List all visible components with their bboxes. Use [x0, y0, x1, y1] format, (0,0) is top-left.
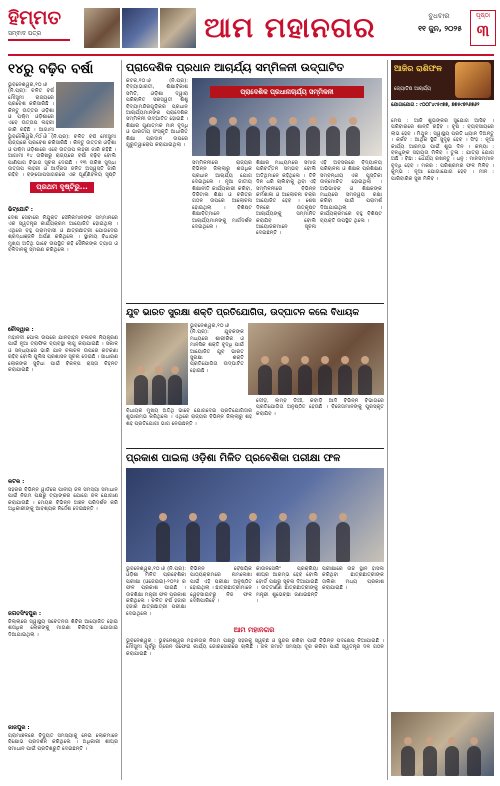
- photo-strip-image-2: [122, 8, 158, 48]
- first-news-place: ଜାଜପୁର :: [8, 725, 30, 731]
- section-title: ଆମ ମହାନଗର: [204, 11, 376, 44]
- first-news-item: [8, 196, 118, 311]
- first-news-place: କଟକ :: [8, 479, 25, 485]
- story-top-col-2: ସମ୍ମିଳନୀରେ ରାଜ୍ୟର ବିଭିନ୍ନ ଜିଲ୍ଲାରୁ ଶତାଧିକ ପ୍ରଧାନ ଆଚାର୍ଯ୍ୟ ଯୋଗ ଦେଇଥିଲେ । ନୂଆ ଜାତୀୟ ଶିକ୍ଷାନୀତି କାର୍ଯ୍ୟକାରୀ କରିବା, ଡିଜିଟାଲ ଶିକ୍ଷା ଓ ଚରିତ୍ର ଗଠନ ଉପରେ ଆଲୋଚନା ହୋଇଥିଲା । ବିଶିଷ୍ଟ ଶିକ୍ଷାବିତ୍ମାନେ ଆଚାର୍ଯ୍ୟମାନଙ୍କୁ ମାର୍ଗଦର୍ଶନ ଦେଇଥିଲେ ।: [192, 160, 252, 231]
- masthead: [8, 6, 494, 54]
- newspaper-logo: [8, 6, 78, 50]
- sidebar-entries: ମେଷ : ଆଜି ଶୁଭଙ୍କର ସୁଯୋଗ ଆସିବ । ପରିବାରରେ ଶାନ୍ତି ରହିବ । ବୃଷ : ବ୍ୟବସାୟରେ ଲାଭ ହେବ । ମିଥୁନ : ସ୍ୱାସ୍ଥ୍ୟ ପ୍ରତି ଧ୍ୟାନ ଦିଅନ୍ତୁ । କର୍କଟ : ଆର୍ଥିକ ସ୍ଥିତି ସୁଦୃଢ଼ ହେବ । ସିଂହ : ନୂଆ କାର୍ଯ୍ୟ ଆରମ୍ଭ ପାଇଁ ଶୁଭ ଦିନ । କନ୍ୟା : ବନ୍ଧୁଙ୍କ ସହାୟତା ମିଳିବ । ତୁଳା : ଯାତ୍ରା ଯୋଗ ଅଛି । ବିଛା : ଧୈର୍ଯ୍ୟ ରଖନ୍ତୁ । ଧନୁ : ମାନସମ୍ମାନ ବୃଦ୍ଧି ହେବ । ମକର : ପରିଶ୍ରମର ଫଳ ମିଳିବ । କୁମ୍ଭ : ନୂଆ ଯୋଗାଯୋଗ ହେବ । ମୀନ : ପାରିବାରିକ ସୁଖ ମିଳିବ ।: [391, 118, 494, 182]
- story-bottom-col-3: କାଉନସେଲିଂ ପ୍ରକ୍ରିୟା ଶୀଘ୍ର ଆରମ୍ଭ ହେବ ବୋଲି ବୋର୍ଡ ପକ୍ଷରୁ ସୂଚନା ଦିଆଯାଇଛି । ଉତ୍ତୀର୍ଣ୍ଣ ଛାତ୍ରଛାତ୍ରୀଙ୍କୁ ମନ୍ତ୍ରୀ ଶୁଭେଚ୍ଛା ଜଣାଇଛନ୍ତି ।: [256, 566, 318, 605]
- sidebar-sub-caption: ଜ୍ୟୋତିଷ ଆଚାର୍ଯ୍ୟ: [394, 86, 432, 92]
- first-news-text: ସହରର ବିଭିନ୍ନ ୱାର୍ଡରେ ପାନୀୟ ଜଳ ସମସ୍ୟା ସମାଧାନ ପାଇଁ ନିଗମ ପକ୍ଷରୁ ଟ୍ୟାଙ୍କର ଯୋଗେ ଜଳ ଯୋଗାଣ କରାଯାଉଛି । ମେୟର ବିଭିନ୍ନ ଅଞ୍ଚଳ ପରିଦର୍ଶନ କରି ଅଧିକାରୀଙ୍କୁ ଆବଶ୍ୟକ ନିର୍ଦ୍ଦେଶ ଦେଇଛନ୍ତି ।: [8, 487, 118, 513]
- first-news-list: [8, 196, 118, 778]
- story-left-photo: [56, 82, 114, 128]
- first-news-text: ଜିଲ୍ଲାରେ ସ୍ୱାସ୍ଥ୍ୟ ସଚେତନତା ଶିବିର ଆୟୋଜିତ ହୋଇ ଶତାଧିକ ଲୋକଙ୍କୁ ମାଗଣା ଚିକିତ୍ସା ଯୋଗାଇ ଦିଆଯାଇଥିଲା ।: [8, 619, 118, 638]
- top-story-rule: [126, 303, 384, 304]
- first-news-item: [8, 714, 118, 778]
- story-left-headline: ୧୪ରୁ ବଢ଼ିବ ବର୍ଷା: [8, 61, 94, 77]
- first-news-place: ଜଗତସିଂହପୁର :: [8, 611, 42, 617]
- day-label: ବୁଧବାର: [428, 12, 450, 20]
- sidebar-contact: ଯୋଗାଯୋଗ : ୯୦୦୮୪୯୫୯୭୭, ୭୭୫୯୭୨୬୭୬୨: [391, 103, 480, 108]
- sidebar-box: [391, 60, 494, 778]
- first-news-text: ଗ୍ରାମାଞ୍ଚଳରେ ବିଦ୍ୟୁତ ସମସ୍ୟାକୁ ନେଇ ଲୋକମାନେ ବିକ୍ଷୋଭ ପ୍ରଦର୍ଶନ କରିଥିଲେ । ଅଧିକାରୀ ଶୀଘ୍ର ସମାଧାନ ପାଇଁ ପ୍ରତିଶ୍ରୁତି ଦେଇଛନ୍ତି ।: [8, 733, 118, 752]
- subsection-body: ଭୁବନେଶ୍ୱର : ଭୁବନେଶ୍ୱର ମହାନଗର ନିଗମ ପକ୍ଷରୁ ସହରକୁ ସ୍ୱଚ୍ଛ ଓ ସୁନ୍ଦର ରଖିବା ପାଇଁ ବିଭିନ୍ନ ପଦକ୍ଷେପ ନିଆଯାଇଛି । ମୌସୁମୀ ପୂର୍ବରୁ ଡ୍ରେନ ସଫେଇ କାର୍ଯ୍ୟ ଜୋରସୋରରେ ଚାଲିଛି । ଜଳ ଜମାଟ ସମସ୍ୟା ଦୂର କରିବା ପାଇଁ ସ୍ୱତନ୍ତ୍ର ଦଳ ଗଠନ କରାଯାଇଛି ।: [126, 638, 384, 657]
- story-middle-photo-2: [248, 323, 384, 395]
- sidebar-header: [391, 60, 494, 100]
- astrologer-photo: [455, 62, 491, 98]
- logo-underline: [8, 39, 70, 41]
- story-bottom-col-1: ଭୁବନେଶ୍ୱର,୧୦।୬ (ନି.ପ୍ର): ଓଡ଼ିଶା ମିଳିତ ପ୍ରବେଶିକା ପରୀକ୍ଷା (ଓଜେଇଇ)-୨୦୨୫ ର ଫଳ ପ୍ରକାଶ ପାଇଛି । ଉଚ୍ଚଶିକ୍ଷା ମନ୍ତ୍ରୀ ଫଳ ପ୍ରକାଶ କରିଥିଲେ । ଚଳିତ ବର୍ଷ ହଜାର ହଜାର ଛାତ୍ରଛାତ୍ରୀ ପରୀକ୍ଷା ଦେଇଥିଲେ ।: [126, 566, 186, 617]
- story-middle-photo: [126, 323, 188, 405]
- photo-strip-image-1: [84, 8, 120, 48]
- first-news-item: [8, 600, 118, 709]
- logo-tagline: ସମ୍ବାଦ ପତ୍ର: [8, 30, 42, 37]
- right-column-divider: [387, 60, 388, 780]
- page-number-box: [470, 10, 496, 46]
- sidebar-photo: [391, 712, 494, 776]
- first-news-heading: ପ୍ରଥମ ଦୃଷ୍ଟିରୁ...: [30, 182, 94, 193]
- story-top-headline: ପ୍ରାଦେଶିକ ପ୍ରଧାନ ଆଚାର୍ଯ୍ୟ ସମ୍ମିଳନୀ ଉଦ୍‌ଘାଟିତ: [126, 61, 344, 74]
- date-block: [412, 10, 494, 48]
- story-middle-col-1: ଭୁବନେଶ୍ୱର,୧୦।୬ (ନି.ପ୍ର): ଯୁବକଙ୍କ ମଧ୍ୟରେ ଶାରୀରିକ ଓ ମାନସିକ ଶକ୍ତି ବୃଦ୍ଧି ପାଇଁ ଆୟୋଜିତ ଯୁବ ଭାରତ ସୁରକ୍ଷା ଶକ୍ତି ପ୍ରତିଯୋଗିତା ଉଦ୍‌ଘାଟିତ ହୋଇଛି ।: [190, 323, 244, 374]
- story-middle-col-3: ଦୌଡ଼, ଲମ୍ବ ଡିଆଁ, କବାଡ଼ି ଆଦି ବିଭିନ୍ନ ବିଭାଗରେ ପ୍ରତିଯୋଗିତା ଅନୁଷ୍ଠିତ ହେଉଛି । ବିଜେତାମାନଙ୍କୁ ପୁରସ୍କୃତ କରାଯିବ ।: [256, 398, 384, 417]
- story-top-banner: ପ୍ରାଦେଶିକ ପ୍ରଧାନାଚାର୍ଯ୍ୟ ସମ୍ମିଳନୀ: [210, 86, 364, 98]
- masthead-rule: [8, 54, 494, 56]
- first-news-item: [8, 316, 118, 463]
- first-news-text: ମହାନଦୀ ପୋଲ ଉପରେ ଯାନବାହନ ଚଳାଚଳ ନିୟନ୍ତ୍ରଣ ପାଇଁ ନୂଆ ଟ୍ରାଫିକ ବ୍ୟବସ୍ଥା ଲାଗୁ କରାଯାଇଛି । ସକାଳ ଓ ସନ୍ଧ୍ୟାରେ ଭାରି ଯାନ ଚଳାଚଳ ଉପରେ କଟକଣା ରହିବ ବୋଲି ପୁଲିସ ପ୍ରଶାସନ ସୂଚନା ଦେଇଛି । ସାଧାରଣ ଲୋକଙ୍କ ସୁବିଧା ପାଇଁ ବିକଳ୍ପ ରାସ୍ତା ଚିହ୍ନଟ କରାଯାଇଛି ।: [8, 335, 118, 374]
- subsection-heading: ଆମ ମହାନଗର: [233, 626, 275, 634]
- story-top-col-3: ଶିକ୍ଷାର ମାଧ୍ୟମରେ ସମାଜ ପରିବର୍ତ୍ତନ ସମ୍ଭବ ବୋଲି ଅତିଥିମାନେ କହିଥିଲେ । ତିନି ଦିନ ଧରି ଚାଲିବାକୁ ଥିବା ଏହି ସମ୍ମିଳନୀରେ ବିଭିନ୍ନ କର୍ମଶାଳା ଓ ଆଲୋଚନା ଚକ୍ର ଆୟୋଜିତ ହେବ । ଶେଷ ଦିନରେ ଉତ୍କୃଷ୍ଟ ଆଚାର୍ଯ୍ୟଙ୍କୁ ସମ୍ମାନିତ କରାଯିବ ବୋଲି ଆୟୋଜକମାନେ ସୂଚନା ଦେଇଛନ୍ତି ।: [256, 160, 316, 237]
- first-news-text: ଦେଶ ସେବାରେ ନିଯୁକ୍ତ ସୈନିକମାନଙ୍କ ସମ୍ମାନରେ ଏକ ସ୍ୱତନ୍ତ୍ର କାର୍ଯ୍ୟକ୍ରମ ଆୟୋଜିତ ହୋଇଥିଲା । ଏଥିରେ ବହୁ ଗ୍ରାମବାସୀ ଓ ଛାତ୍ରଛାତ୍ରୀ ଯୋଗଦେଇ ଶ୍ରଦ୍ଧାଞ୍ଜଳି ଅର୍ପଣ କରିଥିଲେ । ସ୍ଥାନୀୟ ବିଧାୟକ ମୁଖ୍ୟ ଅତିଥି ଭାବେ ଉପସ୍ଥିତ ରହି ସୈନିକଙ୍କ ତ୍ୟାଗ ଓ ବଳିଦାନକୁ ସ୍ମରଣ କରିଥିଲେ ।: [8, 215, 118, 254]
- story-left-body-cont: ଭୁବନେଶ୍ୱର,୧୦।୬ (ନି.ପ୍ର): ଚଳିତ ବର୍ଷ ମୌସୁମୀ ରାଜ୍ୟରେ ପ୍ରବେଶ କରିସାରିଛି । କିନ୍ତୁ ଉତ୍ତର ଓଡ଼ିଶା ଓ ପଶ୍ଚିମ ଓଡ଼ିଶାରେ ଏବେ ଉତ୍ତାପ ଲହରୀ ଜାରି ରହିଛି । ଆଗାମୀ ୧୪ ତାରିଖରୁ ରାଜ୍ୟରେ ବର୍ଷା ବଢ଼ିବ ବୋଲି ପାଣିପାଗ ବିଭାଗ ସୂଚନା ଦେଇଛି । ୧୩ ତାରିଖ ସୁଦ୍ଧା ଉତ୍ତାପ ଲହରୀ ଓ ଆର୍ଦ୍ରତା ଜନିତ ଅସ୍ୱସ୍ତି ଜାରି ରହିବ । ବଙ୍ଗୋପସାଗରରେ ଏକ ଘୂର୍ଣ୍ଣିବଳୟ ସୃଷ୍ଟି: [8, 134, 116, 178]
- story-middle-headline: ଯୁବ ଭାରତ ସୁରକ୍ଷା ଶକ୍ତି ପ୍ରତିଯୋଗିତା, ଉଦ୍‌ଘାଟନ କଲେ ବିଧାୟକ: [126, 308, 360, 318]
- story-top-col-4: ଏହି ଅବସରରେ ବିଦ୍ୟାଳୟ ପରିଚାଳନା ଓ ଶିକ୍ଷକ ପ୍ରଶିକ୍ଷଣ ସମ୍ବନ୍ଧୀୟ ଏକ ପୁସ୍ତିକା ଉନ୍ମୋଚିତ ହୋଇଥିଲା । ଅଭିଭାବକ ଓ ଶିକ୍ଷକଙ୍କ ମଧ୍ୟରେ ସମନ୍ୱୟ ରକ୍ଷା କରିବା ପାଇଁ ପରାମର୍ଶ ଦିଆଯାଇଥିଲା । କାର୍ଯ୍ୟକ୍ରମରେ ବହୁ ବିଶିଷ୍ଟ ବ୍ୟକ୍ତି ଉପସ୍ଥିତ ଥିଲେ ।: [320, 160, 382, 224]
- story-top-photo: [192, 78, 382, 156]
- story-bottom-headline: ପ୍ରକାଶ ପାଇଲା ଓଡ଼ିଶା ମିଳିତ ପ୍ରବେଶିକା ପରୀକ୍ଷା ଫଳ: [126, 453, 341, 464]
- left-column-divider: [121, 60, 122, 780]
- middle-story-rule: [126, 448, 384, 449]
- sidebar-heading: ଆଜିର ରାଶିଫଳ: [394, 64, 442, 73]
- story-left-body: ଭୁବନେଶ୍ୱର,୧୦।୬ (ନି.ପ୍ର): ଚଳିତ ବର୍ଷ ମୌସୁମୀ ରାଜ୍ୟରେ ପ୍ରବେଶ କରିସାରିଛି । କିନ୍ତୁ ଉତ୍ତର ଓଡ଼ିଶା ଓ ପଶ୍ଚିମ ଓଡ଼ିଶାରେ ଏବେ ଉତ୍ତାପ ଲହରୀ ଜାରି ରହିଛି । ଆଗାମୀ: [8, 82, 54, 133]
- story-bottom-col-2: ବିଭିନ୍ନ ବୈଷୟିକ ପାଠ୍ୟକ୍ରମରେ ନାମଲେଖା ପାଇଁ ଏହି ପରୀକ୍ଷା ଅନୁଷ୍ଠିତ ହୋଇଥିଲା । ଛାତ୍ରଛାତ୍ରୀମାନେ ୱେବସାଇଟରୁ ନିଜ ଫଳ ଦେଖିପାରିବେ ।: [190, 566, 252, 605]
- first-news-place: ଚୌଦ୍ୱାର :: [8, 327, 34, 333]
- story-top-col-1: କଟକ,୧୦।୬ (ନି.ପ୍ର): ବିଦ୍ୟାଭାରତୀ, ଶିକ୍ଷାବିକାଶ ସମିତି, ଓଡ଼ିଶା ଦ୍ୱାରା ପରିଚାଳିତ ସରସ୍ୱତୀ ଶିଶୁ ବିଦ୍ୟାମନ୍ଦିରଗୁଡ଼ିକର ପ୍ରଧାନ ଆଚାର୍ଯ୍ୟମାନଙ୍କ ପ୍ରାଦେଶିକ ସମ୍ମିଳନୀ ଉଦ୍‌ଘାଟିତ ହୋଇଛି । ଶିକ୍ଷାର ଗୁଣାତ୍ମକ ମାନ ବୃଦ୍ଧି ଓ ଭାରତୀୟ ସଂସ୍କୃତି ଆଧାରିତ ଶିକ୍ଷା ପ୍ରଦାନ ଉପରେ ଗୁରୁତ୍ୱାରୋପ କରାଯାଇଥିଲା ।: [126, 78, 188, 149]
- page-number: ୩: [476, 21, 490, 40]
- story-bottom-photo: [126, 468, 384, 562]
- logo-text: ହିମ୍ମତ: [8, 7, 62, 29]
- photo-strip: [84, 8, 196, 48]
- photo-strip-image-3: [160, 8, 196, 48]
- page-label: ପୃଷ୍ଠା: [475, 12, 491, 19]
- first-news-item: [8, 468, 118, 595]
- first-news-place: ଭିଟ୍‌ଯୋଟି :: [8, 207, 33, 213]
- story-middle-col-2: ବିଧାୟକ ମୁଖ୍ୟ ଅତିଥି ଭାବେ ଯୋଗଦେଇ ପ୍ରତିଯୋଗିତାର ଶୁଭାରମ୍ଭ କରିଥିଲେ । ଏଥିରେ ରାଜ୍ୟର ବିଭିନ୍ନ ଜିଲ୍ଲାରୁ ଶହ ଶହ ପ୍ରତିଯୋଗୀ ଭାଗ ନେଇଛନ୍ତି ।: [126, 408, 252, 427]
- date-label: ୧୧ ଜୁନ, ୨୦୨୫: [418, 24, 462, 33]
- story-bottom-col-4: ପରୀକ୍ଷାରେ ଉଚ୍ଚ ସ୍ଥାନ ହାସଲ କରିଥିବା ଛାତ୍ରଛାତ୍ରୀଙ୍କ ତାଲିକା ମଧ୍ୟ ପ୍ରକାଶ କରାଯାଇଛି ।: [322, 566, 384, 592]
